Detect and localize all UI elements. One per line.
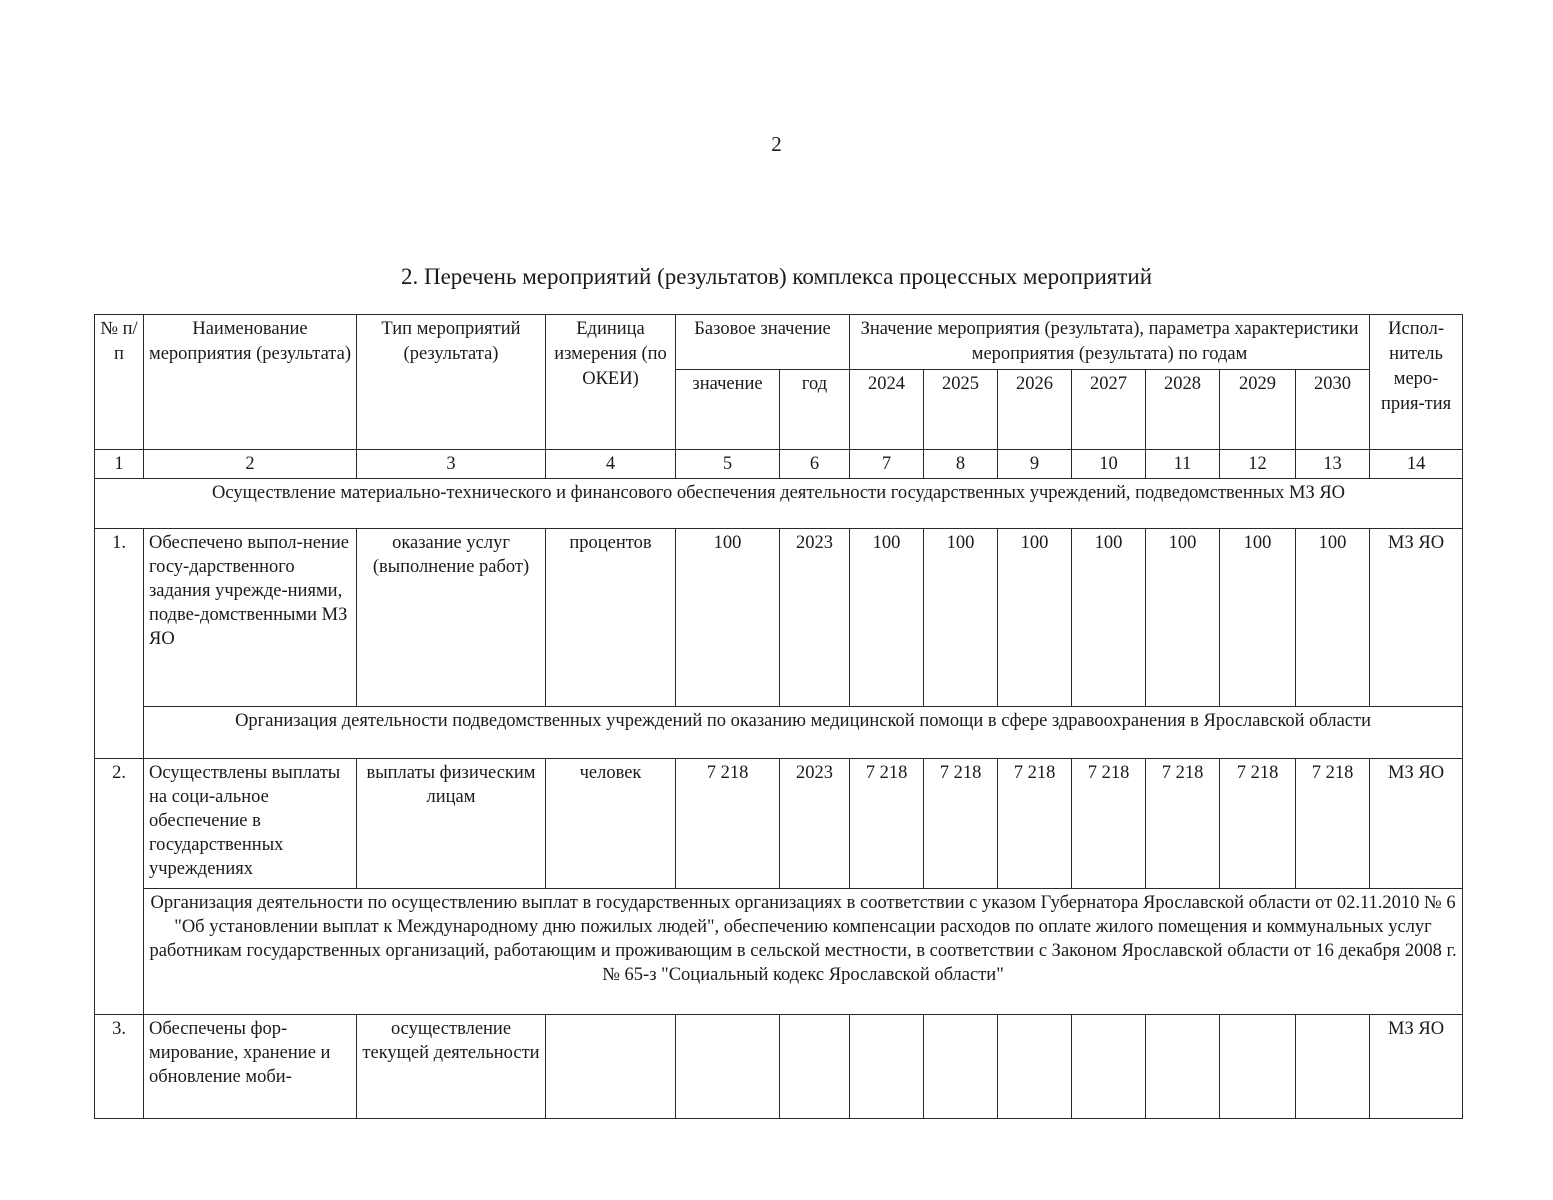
- year-value: 7 218: [924, 759, 998, 889]
- year-value: [998, 1015, 1072, 1119]
- year-value: 7 218: [1146, 759, 1220, 889]
- measure-unit: человек: [546, 759, 676, 889]
- measure-unit: процентов: [546, 529, 676, 707]
- year-value: 100: [998, 529, 1072, 707]
- executor: МЗ ЯО: [1370, 759, 1463, 889]
- header-year: 2030: [1296, 370, 1370, 450]
- table-row: [95, 759, 1463, 889]
- page-number: 2: [771, 132, 782, 156]
- section-title: Осуществление материально-технического и финансового обеспечения деятельности государственных учреждений, подведомственных МЗ ЯО: [95, 479, 1463, 529]
- header-year: 2025: [924, 370, 998, 450]
- column-number: 13: [1296, 450, 1370, 479]
- column-number: 4: [546, 450, 676, 479]
- header-year: 2026: [998, 370, 1072, 450]
- column-number: 7: [850, 450, 924, 479]
- year-value: [850, 1015, 924, 1119]
- year-value: [924, 1015, 998, 1119]
- header-year: 2027: [1072, 370, 1146, 450]
- header-year: 2028: [1146, 370, 1220, 450]
- header-name: Наименование мероприятия (результата): [144, 315, 357, 450]
- executor: МЗ ЯО: [1370, 529, 1463, 707]
- base-value: 7 218: [676, 759, 780, 889]
- header-year: 2024: [850, 370, 924, 450]
- executor: МЗ ЯО: [1370, 1015, 1463, 1119]
- measure-type: осуществление текущей деятельности: [357, 1015, 546, 1119]
- column-number: 6: [780, 450, 850, 479]
- document-title: 2. Перечень мероприятий (результатов) комплекса процессных мероприятий: [400, 264, 1153, 289]
- year-value: 100: [1146, 529, 1220, 707]
- base-year: [780, 1015, 850, 1119]
- column-number: 5: [676, 450, 780, 479]
- year-value: [1072, 1015, 1146, 1119]
- column-number: 14: [1370, 450, 1463, 479]
- measure-unit: [546, 1015, 676, 1119]
- year-value: 7 218: [1296, 759, 1370, 889]
- year-value: 7 218: [850, 759, 924, 889]
- measure-type: оказание услуг (выполнение работ): [357, 529, 546, 707]
- year-value: [1146, 1015, 1220, 1119]
- header-year: 2029: [1220, 370, 1296, 450]
- header-base: Базовое значение: [676, 315, 850, 370]
- row-number: 1.: [95, 529, 144, 759]
- year-value: 7 218: [998, 759, 1072, 889]
- column-number: 12: [1220, 450, 1296, 479]
- measures-table: [94, 314, 1463, 1119]
- year-value: 100: [1072, 529, 1146, 707]
- base-value: 100: [676, 529, 780, 707]
- measure-name: Осуществлены выплаты на соци-альное обеспечение в государственных учреждениях: [144, 759, 357, 889]
- column-number: 2: [144, 450, 357, 479]
- table-row: [95, 529, 1463, 707]
- year-value: [1296, 1015, 1370, 1119]
- year-value: 100: [850, 529, 924, 707]
- header-type: Тип мероприятий (результата): [357, 315, 546, 450]
- base-year: 2023: [780, 759, 850, 889]
- base-value: [676, 1015, 780, 1119]
- header-base-year: год: [780, 370, 850, 450]
- measure-name: Обеспечены фор-мирование, хранение и обновление моби-: [144, 1015, 357, 1119]
- column-number: 8: [924, 450, 998, 479]
- row-number: 3.: [95, 1015, 144, 1119]
- column-number: 3: [357, 450, 546, 479]
- header-values-group: Значение мероприятия (результата), параметра характеристики мероприятия (результата) по годам: [850, 315, 1370, 370]
- measure-description: Организация деятельности по осуществлению выплат в государственных организациях в соответствии с указом Губернатора Ярославской области от 02.11.2010 № 6 "Об установлении выплат к Международному дню пожилых людей", обеспечению компенсации расходов по оплате жилого помещения и коммунальных услуг работникам государственных организаций, работающим и проживающим в сельской местности, в соответствии с Законом Ярославской области от 16 декабря 2008 г. № 65-з "Социальный кодекс Ярославской области": [144, 889, 1463, 1015]
- header-num: № п/п: [95, 315, 144, 450]
- column-number: 11: [1146, 450, 1220, 479]
- table-row: [95, 1015, 1463, 1119]
- header-base-value: значение: [676, 370, 780, 450]
- row-number: 2.: [95, 759, 144, 1015]
- base-year: 2023: [780, 529, 850, 707]
- header-unit: Единица измерения (по ОКЕИ): [546, 315, 676, 450]
- year-value: 7 218: [1072, 759, 1146, 889]
- column-number: 9: [998, 450, 1072, 479]
- column-number: 1: [95, 450, 144, 479]
- column-number: 10: [1072, 450, 1146, 479]
- year-value: 7 218: [1220, 759, 1296, 889]
- year-value: 100: [1296, 529, 1370, 707]
- measure-type: выплаты физическим лицам: [357, 759, 546, 889]
- year-value: 100: [924, 529, 998, 707]
- header-executor: Испол-нитель меро-прия-тия: [1370, 315, 1463, 450]
- measure-name: Обеспечено выпол-нение госу-дарственного задания учрежде-ниями, подве-домственными МЗ ЯО: [144, 529, 357, 707]
- year-value: 100: [1220, 529, 1296, 707]
- measure-description: Организация деятельности подведомственных учреждений по оказанию медицинской помощи в сфере здравоохранения в Ярославской области: [144, 707, 1463, 759]
- year-value: [1220, 1015, 1296, 1119]
